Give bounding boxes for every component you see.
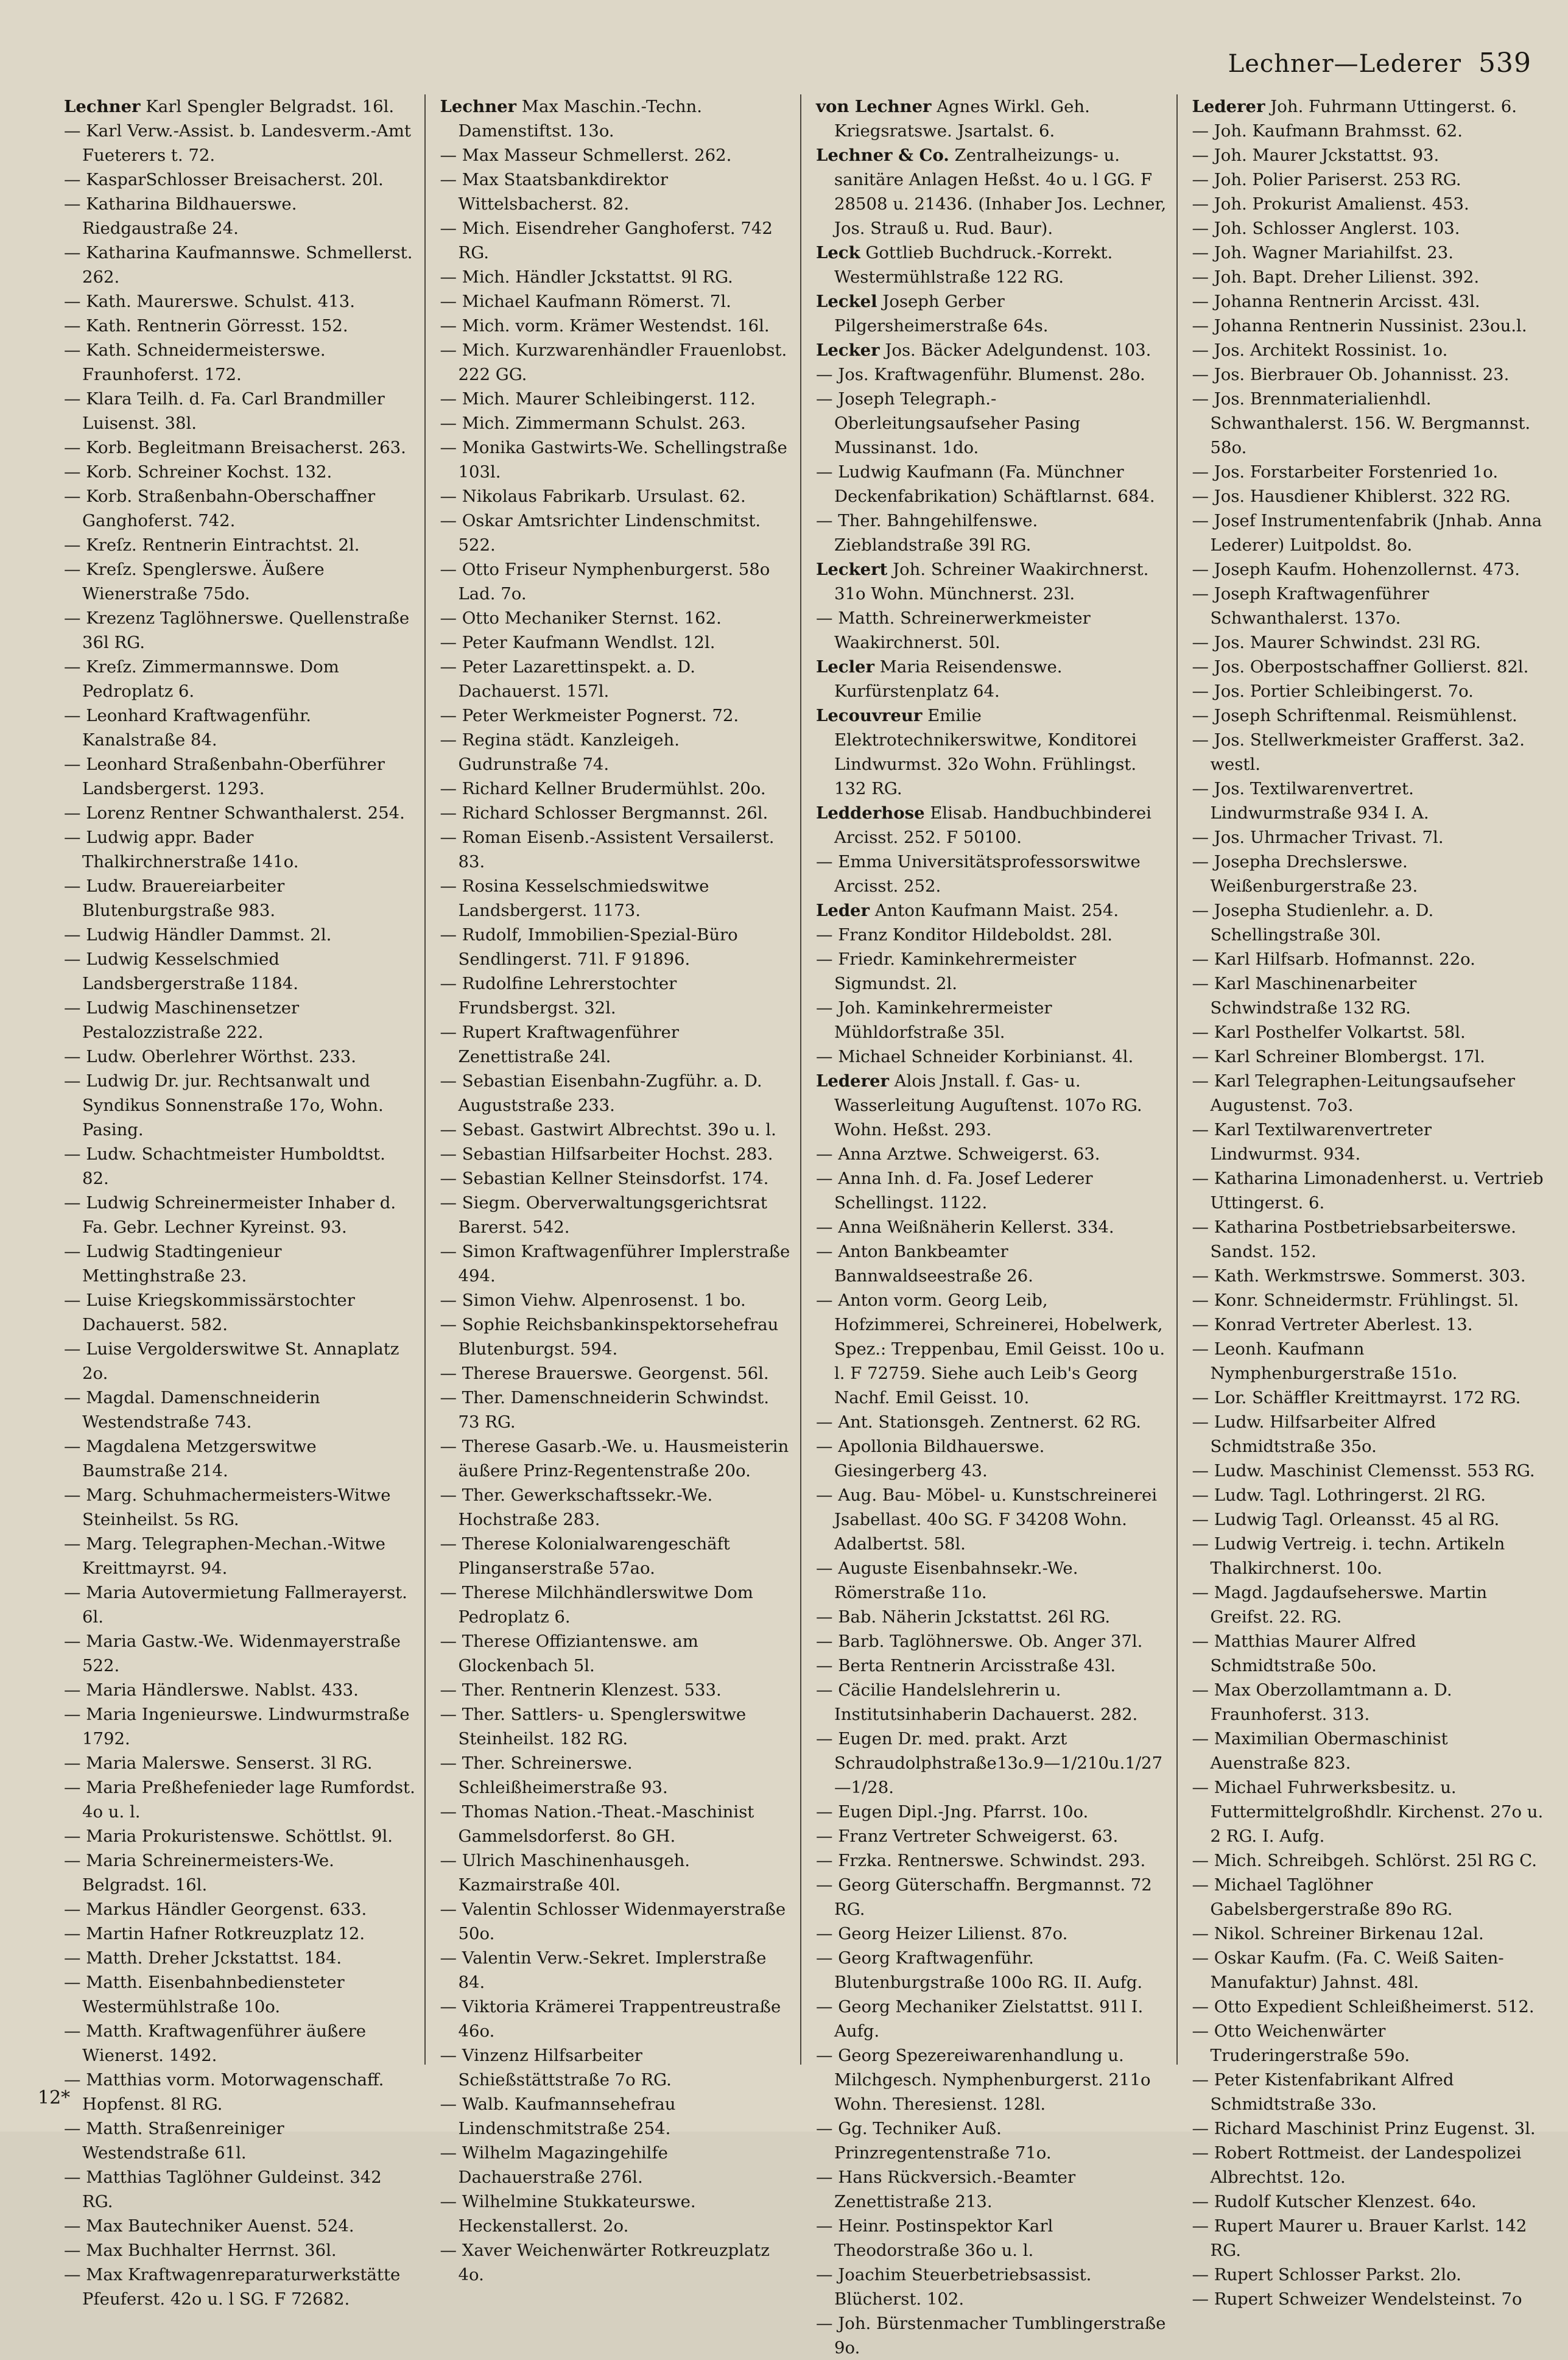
directory-entry: — Apollonia Bildhauerswe. Giesingerberg 43. [816,1437,1045,1481]
surname-heading: Lechner [440,97,517,116]
directory-entry: — Simon Kraftwagenführer Implerstraße 494. [440,1242,790,1286]
directory-entry: Ledderhose Elisab. Handbuchbinderei Arcisst. 252. F 50100. [816,803,1151,847]
directory-entry: — Max Bautechniker Auenst. 524. [64,2216,354,2236]
directory-entry: — Peter Werkmeister Pognerst. 72. [440,706,739,725]
directory-entry: Lederer Joh. Fuhrmann Uttingerst. 6. [1192,97,1517,116]
directory-entry: — Jos. Architekt Rossinist. 1o. [1192,340,1448,360]
directory-entry: — Matthias Maurer Alfred Schmidtstraße 50o. [1192,1632,1416,1675]
directory-entry: — Sophie Reichsbankinspektorsehefrau Blutenburgst. 594. [440,1315,779,1359]
directory-entry: — Ludwig Stadtingenieur Mettinghstraße 23. [64,1242,282,1286]
directory-entry: — Mich. Kurzwarenhändler Frauenlobst. 222 GG. [440,340,787,384]
directory-entry: — Jos. Hausdiener Khiblerst. 322 RG. [1192,487,1511,506]
directory-entry: — Michael Schneider Korbinianst. 4l. [816,1047,1134,1066]
directory-entry: — Rudolf Kutscher Klenzest. 64o. [1192,2192,1477,2211]
directory-entry: — Nikol. Schreiner Birkenau 12al. [1192,1924,1484,1943]
directory-entry: — Georg Güterschaffn. Bergmannst. 72 RG. [816,1875,1152,1919]
directory-entry: Lecouvreur Emilie Elektrotechnikerswitwe, Konditorei Lindwurmst. 32o Wohn. Frühlingst. 132 RG. [816,706,1137,798]
directory-entry: — Valentin Verw.-Sekret. Implerstraße 84. [440,1948,767,1992]
directory-entry: — Joh. Wagner Mariahilfst. 23. [1192,243,1454,262]
surname-heading: Leder [816,901,870,920]
directory-entry: — Richard Maschinist Prinz Eugenst. 3l. [1192,2119,1536,2138]
surname-heading: von Lechner [816,97,932,116]
directory-entry: — Klara Teilh. d. Fa. Carl Brandmiller Luisenst. 38l. [64,389,385,433]
directory-entry: — Jos. Stellwerkmeister Grafferst. 3a2. westl. [1192,730,1525,774]
directory-entry: — Leonhard Straßenbahn-Oberführer Landsbergerst. 1293. [64,755,385,798]
directory-entry: — Ludwig Vertreig. i. techn. Artikeln Thalkirchnerst. 10o. [1192,1534,1505,1578]
directory-entry: — Ther. Rentnerin Klenzest. 533. [440,1680,722,1700]
directory-entry: — Peter Kistenfabrikant Alfred Schmidtstraße 33o. [1192,2070,1454,2114]
directory-columns [64,94,1544,2358]
directory-entry: — Lor. Schäffler Kreittmayrst. 172 RG. [1192,1388,1521,1407]
directory-entry: — Ant. Stationsgeh. Zentnerst. 62 RG. [816,1412,1142,1432]
directory-entry: — Ulrich Maschinenhausgeh. Kazmairstraße 40l. [440,1851,691,1895]
printer-signature: 12* [38,2087,71,2108]
directory-entry: — Konrad Vertreter Aberlest. 13. [1192,1315,1473,1334]
directory-entry: — Ludw. Tagl. Lothringerst. 2l RG. [1192,1485,1486,1505]
column-3 [816,94,1178,2358]
directory-entry: — Franz Konditor Hildeboldst. 28l. [816,925,1113,945]
directory-entry: — Joh. Polier Pariserst. 253 RG. [1192,170,1461,189]
directory-entry: — Josef Instrumentenfabrik (Jnhab. Anna Lederer) Luitpoldst. 8o. [1192,511,1542,555]
directory-entry: — Ther. Gewerkschaftssekr.-We. Hochstraße 283. [440,1485,713,1529]
directory-entry: — Joh. Schlosser Anglerst. 103. [1192,219,1460,238]
directory-entry: — Jos. Forstarbeiter Forstenried 1o. [1192,462,1499,482]
directory-entry: — Karl Textilwarenvertreter Lindwurmst. 934. [1192,1120,1432,1164]
directory-entry: — Johanna Rentnerin Arcisst. 43l. [1192,292,1480,311]
directory-entry: — Kath. Werkmstrswe. Sommerst. 303. [1192,1266,1526,1286]
directory-entry: — Oskar Kaufm. (Fa. C. Weiß Saiten-Manufaktur) Jahnst. 48l. [1192,1948,1504,1992]
directory-entry: — Rupert Schlosser Parkst. 2lo. [1192,2265,1461,2284]
directory-entry: — Ludwig appr. Bader Thalkirchnerstraße 141o. [64,828,299,872]
directory-entry: — Matth. Eisenbahnbediensteter Westermühlstraße 10o. [64,1973,345,2017]
directory-entry: — Otto Expedient Schleißheimerst. 512. [1192,1997,1535,2017]
directory-entry: — Rudolfine Lehrerstochter Frundsbergst. 32l. [440,974,677,1018]
directory-entry: — Ludw. Hilfsarbeiter Alfred Schmidtstraße 35o. [1192,1412,1436,1456]
directory-entry: — Maria Malerswe. Senserst. 3l RG. [64,1753,373,1773]
column-4 [1192,94,1544,2309]
directory-entry: — Otto Friseur Nymphenburgerst. 58o Lad. 7o. [440,560,770,604]
directory-entry: — Friedr. Kaminkehrermeister Sigmundst. 2l. [816,949,1077,993]
directory-entry: — Simon Viehw. Alpenrosenst. 1 bo. [440,1291,746,1310]
directory-entry: — Otto Mechaniker Sternst. 162. [440,608,722,628]
directory-entry: — KasparSchlosser Breisacherst. 20l. [64,170,384,189]
directory-entry: — Maria Autovermietung Fallmerayerst. 6l. [64,1583,407,1627]
directory-entry: — Martin Hafner Rotkreuzplatz 12. [64,1924,365,1943]
directory-entry: — Magdal. Damenschneiderin Westendstraße 743. [64,1388,320,1432]
directory-entry: — Matthias vorm. Motorwagenschaff. Hopfenst. 8l RG. [64,2070,384,2114]
directory-entry: — Matthias Taglöhner Guldeinst. 342 RG. [64,2168,382,2211]
directory-entry: — Michael Taglöhner Gabelsbergerstraße 89o RG. [1192,1875,1453,1919]
directory-entry: — Joseph Kaufm. Hohenzollernst. 473. [1192,560,1521,579]
directory-entry: — Eugen Dipl.-Jng. Pfarrst. 10o. [816,1802,1089,1822]
directory-entry: — Rupert Maurer u. Brauer Karlst. 142 RG. [1192,2216,1527,2260]
directory-entry: — Auguste Eisenbahnsekr.-We. Römerstraße 11o. [816,1559,1078,1602]
directory-entry: — Aug. Bau- Möbel- u. Kunstschreinerei Jsabellast. 40o SG. F 34208 Wohn. Adalbertst. 58l. [816,1485,1158,1554]
directory-entry: — Joh. Kaminkehrermeister Mühldorfstraße 35l. [816,998,1052,1042]
directory-entry: — Franz Vertreter Schweigerst. 63. [816,1826,1119,1846]
directory-entry: — Jos. Bierbrauer Ob. Johannisst. 23. [1192,365,1510,384]
directory-entry: — Leonhard Kraftwagenführ. Kanalstraße 84. [64,706,311,750]
surname-heading: Leckel [816,292,877,311]
surname-heading: Lecouvreur [816,706,923,725]
directory-entry: — Kath. Rentnerin Görresst. 152. [64,316,348,336]
directory-entry: — Therese Brauerswe. Georgenst. 56l. [440,1364,769,1383]
directory-entry: — Max Kraftwagenreparaturwerkstätte Pfeuferst. 42o u. l SG. F 72682. [64,2265,401,2309]
directory-entry: — Georg Mechaniker Zielstattst. 91l I. Aufg. [816,1997,1144,2041]
directory-entry: — Magdalena Metzgerswitwe Baumstraße 214. [64,1437,317,1481]
directory-entry: — Wilhelmine Stukkateurswe. Heckenstallerst. 2o. [440,2192,696,2236]
directory-entry: — Korb. Begleitmann Breisacherst. 263. [64,438,406,457]
directory-entry: — Nikolaus Fabrikarb. Ursulast. 62. [440,487,746,506]
surname-heading: Lechner [64,97,141,116]
surname-heading: Leckert [816,560,888,579]
directory-entry: — Sebastian Hilfsarbeiter Hochst. 283. [440,1144,773,1164]
directory-entry: — Max Staatsbankdirektor Wittelsbacherst. 82. [440,170,668,214]
directory-entry: Leck Gottlieb Buchdruck.-Korrekt. Westermühlstraße 122 RG. [816,243,1113,287]
directory-entry: — Ludw. Maschinist Clemensst. 553 RG. [1192,1461,1535,1481]
directory-entry: — Walb. Kaufmannsehefrau Lindenschmitstraße 254. [440,2094,676,2138]
directory-entry: — Jos. Kraftwagenführ. Blumenst. 28o. [816,365,1145,384]
running-head-title: Lechner—Lederer [1228,50,1462,78]
directory-entry: — Matth. Dreher Jckstattst. 184. [64,1948,342,1968]
directory-entry: — Ludw. Brauereiarbeiter Blutenburgstraße 983. [64,876,285,920]
directory-entry: — Joh. Maurer Jckstattst. 93. [1192,146,1440,165]
directory-entry: — Katharina Bildhauerswe. Riedgaustraße 24. [64,194,297,238]
directory-entry: — Mich. Eisendreher Ganghoferst. 742 RG. [440,219,773,262]
directory-entry: — Joh. Prokurist Amalienst. 453. [1192,194,1469,214]
surname-heading: Leck [816,243,860,262]
directory-entry: — Matth. Schreinerwerkmeister Waakirchnerst. 50l. [816,608,1091,652]
directory-entry: — Michael Fuhrwerksbesitz. u. Futtermittelgroßhdlr. Kirchenst. 27o u. 2 RG. I. Aufg. [1192,1778,1544,1846]
directory-entry: — Karl Schreiner Blombergst. 17l. [1192,1047,1485,1066]
directory-entry: — Marg. Telegraphen-Mechan.-Witwe Kreittmayrst. 94. [64,1534,385,1578]
directory-entry: — Otto Weichenwärter Truderingerstraße 59o. [1192,2021,1410,2065]
directory-entry: — Rupert Kraftwagenführer Zenettistraße 24l. [440,1023,679,1066]
directory-entry: — Viktoria Krämerei Trappentreustraße 46o. [440,1997,781,2041]
directory-entry: — Ludw. Oberlehrer Wörthst. 233. [64,1047,356,1066]
directory-entry: Leder Anton Kaufmann Maist. 254. [816,901,1119,920]
directory-entry: — Maria Prokuristenswe. Schöttlst. 9l. [64,1826,393,1846]
directory-entry: — Ludwig Kaufmann (Fa. Münchner Deckenfabrikation) Schäftlarnst. 684. [816,462,1155,506]
directory-entry: — Katharina Kaufmannswe. Schmellerst. 262. [64,243,413,287]
directory-entry: — Sebast. Gastwirt Albrechtst. 39o u. l. [440,1120,776,1139]
directory-entry: — Joh. Kaufmann Brahmsst. 62. [1192,121,1463,141]
directory-entry: — Peter Kaufmann Wendlst. 12l. [440,633,715,652]
directory-entry: — Max Buchhalter Herrnst. 36l. [64,2241,337,2260]
directory-entry: — Thomas Nation.-Theat.-Maschinist Gammelsdorferst. 8o GH. [440,1802,754,1846]
directory-entry: — Vinzenz Hilfsarbeiter Schießstättstraße 7o RG. [440,2046,672,2090]
directory-entry: — Emma Universitätsprofessorswitwe Arcisst. 252. [816,852,1141,896]
directory-entry: — Joh. Bürstenmacher Tumblingerstraße 9o. [816,2314,1166,2358]
directory-entry: — Maria Preßhefenieder lage Rumfordst. 4o u. l. [64,1778,415,1822]
directory-entry: Lechner Max Maschin.-Techn. Damenstiftst. 13o. [440,97,702,141]
directory-entry: — Heinr. Postinspektor Karl Theodorstraße 36o u. l. [816,2216,1053,2260]
directory-entry: — Mich. Zimmermann Schulst. 263. [440,414,746,433]
directory-entry: — Jos. Maurer Schwindst. 23l RG. [1192,633,1481,652]
directory-entry: — Anton Bankbeamter Bannwaldseestraße 26. [816,1242,1033,1286]
directory-entry: — Joseph Schriftenmal. Reismühlenst. [1192,706,1517,725]
directory-entry: — Rosina Kesselschmiedswitwe Landsbergerst. 1173. [440,876,709,920]
directory-entry: — Therese Offiziantenswe. am Glockenbach 5l. [440,1632,698,1675]
directory-entry: — Mich. Schreibgeh. Schlörst. 25l RG C. [1192,1851,1537,1870]
column-1 [64,94,426,2309]
page-number: 539 [1478,48,1531,79]
directory-entry: — Leonh. Kaufmann Nymphenburgerstraße 151o. [1192,1339,1458,1383]
directory-entry: — Maria Ingenieurswe. Lindwurmstraße 1792. [64,1705,410,1749]
directory-entry: — Karl Posthelfer Volkartst. 58l. [1192,1023,1466,1042]
directory-entry: — Korb. Straßenbahn-Oberschaffner Ganghoferst. 742. [64,487,376,530]
directory-entry: — Mich. vorm. Krämer Westendst. 16l. [440,316,770,336]
directory-entry: — Ludwig Schreinermeister Inhaber d. Fa. Gebr. Lechner Kyreinst. 93. [64,1193,396,1237]
directory-entry: — Regina städt. Kanzleigeh. Gudrunstraße 74. [440,730,680,774]
directory-entry: — Richard Kellner Brudermühlst. 20o. [440,779,766,798]
directory-entry: — Michael Kaufmann Römerst. 7l. [440,292,731,311]
surname-heading: Lederer [1192,97,1265,116]
directory-entry: — Therese Kolonialwarengeschäft Plinganserstraße 57ao. [440,1534,730,1578]
directory-entry: — Ludwig Dr. jur. Rechtsanwalt und Syndikus Sonnenstraße 17o, Wohn. Pasing. [64,1071,384,1139]
directory-entry: — Jos. Brennmaterialienhdl. Schwanthalerst. 156. W. Bergmannst. 58o. [1192,389,1531,457]
directory-entry: — Maria Schreinermeisters-We. Belgradst. 16l. [64,1851,334,1895]
directory-entry: — Katharina Postbetriebsarbeiterswe. Sandst. 152. [1192,1217,1516,1261]
directory-entry: — Ludw. Schachtmeister Humboldtst. 82. [64,1144,385,1188]
directory-entry: — Peter Lazarettinspekt. a. D. Dachauerst. 157l. [440,657,695,701]
directory-entry: — Joachim Steuerbetriebsassist. Blücherst. 102. [816,2265,1092,2309]
directory-entry: — Monika Gastwirts-We. Schellingstraße 103l. [440,438,787,482]
directory-entry: — Berta Rentnerin Arcisstraße 43l. [816,1656,1116,1675]
directory-entry: — Ludwig Händler Dammst. 2l. [64,925,332,945]
directory-entry: Lederer Alois Jnstall. f. Gas- u. Wasserleitung Auguſtenst. 107o RG. Wohn. Heßst. 293. [816,1071,1142,1139]
directory-entry: — Luise Kriegskommissärstochter Dachauerst. 582. [64,1291,355,1334]
surname-heading: Lecker [816,340,880,360]
directory-entry: — Jos. Oberpostschaffner Gollierst. 82l. [1192,657,1529,677]
directory-entry: — Rupert Schweizer Wendelsteinst. 7o [1192,2289,1522,2309]
directory-entry: — Konr. Schneidermstr. Frühlingst. 5l. [1192,1291,1519,1310]
directory-entry: — Johanna Rentnerin Nussinist. 23ou.l. [1192,316,1527,336]
directory-entry: — Luise Vergolderswitwe St. Annaplatz 2o. [64,1339,399,1383]
directory-entry: — Ludwig Maschinensetzer Pestalozzistraße 222. [64,998,300,1042]
directory-entry: — Joseph Kraftwagenführer Schwanthalerst. 137o. [1192,584,1429,628]
directory-entry: — Kreſz. Spenglerswe. Äußere Wienerstraße 75do. [64,560,325,604]
directory-entry: — Oskar Amtsrichter Lindenschmitst. 522. [440,511,761,555]
directory-entry: — Josepha Studienlehr. a. D. Schellingstraße 30l. [1192,901,1434,945]
directory-entry: — Anna Arztwe. Schweigerst. 63. [816,1144,1100,1164]
directory-entry: — Siegm. Oberverwaltungsgerichtsrat Barerst. 542. [440,1193,767,1237]
directory-entry: — Marg. Schuhmachermeisters-Witwe Steinheilst. 5s RG. [64,1485,391,1529]
directory-entry: — Sebastian Eisenbahn-Zugführ. a. D. Auguststraße 233. [440,1071,762,1115]
directory-entry: — Xaver Weichenwärter Rotkreuzplatz 4o. [440,2241,770,2284]
directory-entry: — Valentin Schlosser Widenmayerstraße 50o. [440,1900,786,1943]
directory-entry: — Cäcilie Handelslehrerin u. Institutsinhaberin Dachauerst. 282. [816,1680,1138,1724]
directory-entry: — Matth. Kraftwagenführer äußere Wienerst. 1492. [64,2021,367,2065]
directory-entry: — Karl Telegraphen-Leitungsaufseher Augustenst. 7o3. [1192,1071,1515,1115]
column-2 [440,94,802,2284]
directory-entry: — Georg Kraftwagenführ. Blutenburgstraße 100o RG. II. Aufg. [816,1948,1143,1992]
directory-entry: — Ludwig Tagl. Orleansst. 45 al RG. [1192,1510,1500,1529]
directory-entry: — Eugen Dr. med. prakt. Arzt Schraudolphstraße13o.9—1/210u.1/27—1/28. [816,1729,1163,1797]
directory-entry: — Gg. Techniker Auß. Prinzregentenstraße 71o. [816,2119,1052,2163]
directory-entry: von Lechner Agnes Wirkl. Geh. Kriegsratswe. Jsartalst. 6. [816,97,1090,141]
surname-heading: Lechner & Co. [816,146,949,165]
directory-entry: — Georg Heizer Lilienst. 87o. [816,1924,1068,1943]
directory-entry: — Max Masseur Schmellerst. 262. [440,146,732,165]
directory-entry: — Joh. Bapt. Dreher Lilienst. 392. [1192,267,1480,287]
directory-entry: — Barb. Taglöhnerswe. Ob. Anger 37l. [816,1632,1143,1651]
directory-entry: — Rudolf, Immobilien-Spezial-Büro Sendlingerst. 71l. F 91896. [440,925,738,969]
directory-entry: — Kath. Maurerswe. Schulst. 413. [64,292,356,311]
directory-entry: — Karl Maschinenarbeiter Schwindstraße 132 RG. [1192,974,1417,1018]
surname-heading: Lederer [816,1071,890,1091]
directory-entry: — Karl Verw.-Assist. b. Landesverm.-Amt Fueterers t. 72. [64,121,411,165]
directory-entry: — Magd. Jagdaufseherswe. Martin Greifst. 22. RG. [1192,1583,1488,1627]
directory-entry: — Maria Händlerswe. Nablst. 433. [64,1680,359,1700]
directory-entry: — Roman Eisenb.-Assistent Versailerst. 83. [440,828,775,872]
directory-entry: — Frzka. Rentnerswe. Schwindst. 293. [816,1851,1146,1870]
directory-entry: — Ther. Bahngehilfenswe. Zieblandstraße 39l RG. [816,511,1038,555]
directory-entry: — Kreſz. Zimmermannswe. Dom Pedroplatz 6. [64,657,339,701]
directory-entry: — Jos. Portier Schleibingerst. 7o. [1192,682,1474,701]
directory-entry: — Josepha Drechslerswe. Weißenburgerstraße 23. [1192,852,1418,896]
directory-entry: — Anna Weißnäherin Kellerst. 334. [816,1217,1114,1237]
directory-entry: — Bab. Näherin Jckstattst. 26l RG. [816,1607,1111,1627]
directory-entry: Lecker Jos. Bäcker Adelgundenst. 103. [816,340,1151,360]
directory-entry: Lechner & Co. Zentralheizungs- u. sanitäre Anlagen Heßst. 4o u. l GG. F 28508 u. 21436. (Inhaber Jos. Lechner, Jos. Strauß u. Rud. Baur). [816,146,1167,238]
directory-entry: — Richard Schlosser Bergmannst. 26l. [440,803,768,823]
directory-entry: — Maximilian Obermaschinist Auenstraße 823. [1192,1729,1448,1773]
directory-entry: Leckert Joh. Schreiner Waakirchnerst. 31o Wohn. Münchnerst. 23l. [816,560,1149,604]
directory-entry: Lecler Maria Reisendenswe. Kurfürstenplatz 64. [816,657,1063,701]
running-head [1228,48,1531,79]
directory-entry: — Sebastian Kellner Steinsdorfst. 174. [440,1169,769,1188]
directory-entry: — Mich. Händler Jckstattst. 9l RG. [440,267,733,287]
directory-entry: — Hans Rückversich.-Beamter Zenettistraße 213. [816,2168,1076,2211]
directory-entry: — Ludwig Kesselschmied Landsbergerstraße 1184. [64,949,298,993]
directory-entry: — Wilhelm Magazingehilfe Dachauerstraße 276l. [440,2143,668,2187]
directory-entry: — Robert Rottmeist. der Landespolizei Albrechtst. 12o. [1192,2143,1522,2187]
directory-entry: — Matth. Straßenreiniger Westendstraße 61l. [64,2119,284,2163]
directory-entry: — Jos. Textilwarenvertret. Lindwurmstraße 934 I. A. [1192,779,1429,823]
directory-entry: — Anna Inh. d. Fa. Josef Lederer Schellingst. 1122. [816,1169,1093,1213]
directory-entry: — Therese Milchhändlerswitwe Dom Pedroplatz 6. [440,1583,753,1627]
directory-entry: — Ther. Damenschneiderin Schwindst. 73 RG. [440,1388,769,1432]
directory-entry: — Joseph Telegraph.-Oberleitungsaufseher Pasing Mussinanst. 1do. [816,389,1081,457]
directory-entry: — Korb. Schreiner Kochst. 132. [64,462,332,482]
directory-entry: — Ther. Sattlers- u. Spenglerswitwe Steinheilst. 182 RG. [440,1705,747,1749]
directory-entry: — Therese Gasarb.-We. u. Hausmeisterin äußere Prinz-Regentenstraße 20o. [440,1437,789,1481]
directory-entry: — Maria Gastw.-We. Widenmayerstraße 522. [64,1632,401,1675]
directory-entry: — Mich. Maurer Schleibingerst. 112. [440,389,756,409]
directory-entry: — Georg Spezereiwarenhandlung u. Milchgesch. Nymphenburgerst. 211o Wohn. Theresienst. 128l. [816,2046,1151,2114]
directory-entry: — Ther. Schreinerswe. Schleißheimerstraße 93. [440,1753,668,1797]
directory-entry: — Markus Händler Georgenst. 633. [64,1900,367,1919]
directory-entry: — Katharina Limonadenherst. u. Vertrieb Uttingerst. 6. [1192,1169,1544,1213]
surname-heading: Lecler [816,657,875,677]
surname-heading: Ledderhose [816,803,925,823]
directory-entry: — Kreſz. Rentnerin Eintrachtst. 2l. [64,535,360,555]
directory-entry: — Max Oberzollamtmann a. D. Fraunhoferst. 313. [1192,1680,1452,1724]
directory-entry: Leckel Joseph Gerber Pilgersheimerstraße 64s. [816,292,1049,336]
directory-entry: — Krezenz Taglöhnerswe. Quellenstraße 36l RG. [64,608,410,652]
directory-entry: — Anton vorm. Georg Leib, Hofzimmerei, Schreinerei, Hobelwerk, Spez.: Treppenbau, Emil Geisst. 10o u. l. F 72759. Siehe auch Leib's Georg Nachf. Emil Geisst. 10. [816,1291,1165,1407]
directory-entry: — Lorenz Rentner Schwanthalerst. 254. [64,803,405,823]
directory-entry: Lechner Karl Spengler Belgradst. 16l. [64,97,395,116]
directory-entry: — Jos. Uhrmacher Trivast. 7l. [1192,828,1444,847]
directory-entry: — Karl Hilfsarb. Hofmannst. 22o. [1192,949,1475,969]
directory-entry: — Kath. Schneidermeisterswe. Fraunhoferst. 172. [64,340,326,384]
